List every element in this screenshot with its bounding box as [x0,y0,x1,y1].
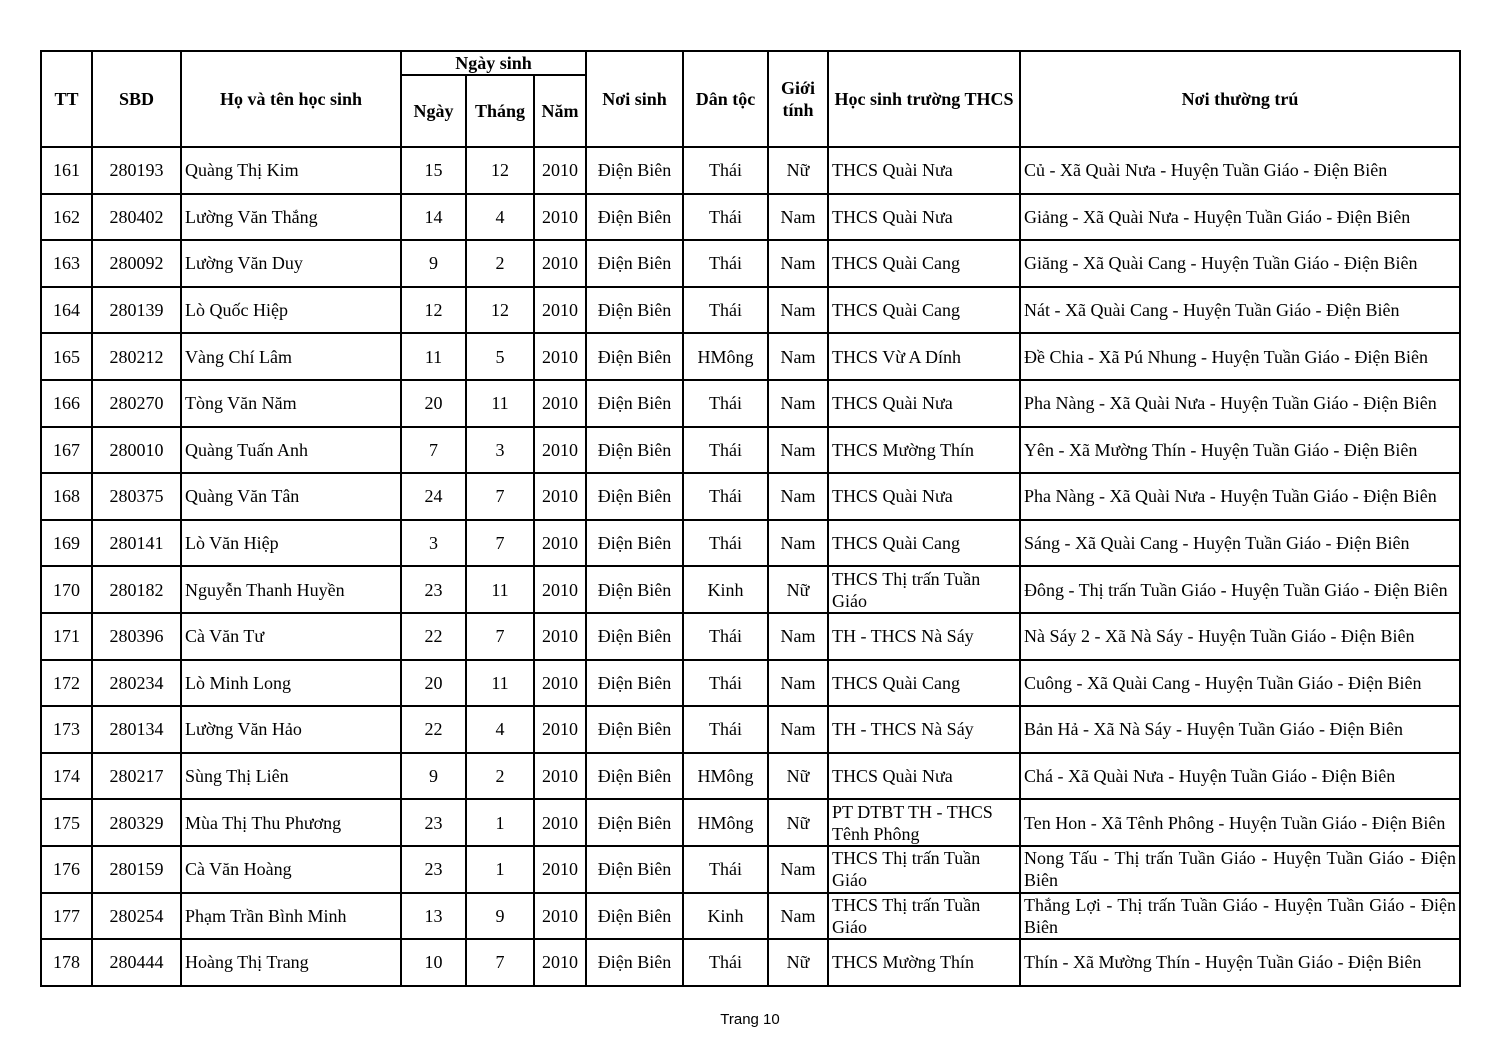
cell-birthplace: Điện Biên [586,194,683,241]
cell-tt: 170 [41,566,92,613]
cell-year: 2010 [534,287,586,334]
cell-residence: Pha Nàng - Xã Quài Nưa - Huyện Tuần Giáo - Điện Biên [1020,380,1460,427]
cell-ethnicity: HMông [683,753,768,800]
cell-sbd: 280182 [92,566,181,613]
cell-day: 3 [401,520,466,567]
cell-residence: Đông - Thị trấn Tuần Giáo - Huyện Tuần Giáo - Điện Biên [1020,566,1460,613]
cell-birthplace: Điện Biên [586,380,683,427]
header-residence: Nơi thường trú [1020,51,1460,147]
cell-ethnicity: Thái [683,660,768,707]
cell-residence: Ten Hon - Xã Tênh Phông - Huyện Tuần Giáo - Điện Biên [1020,799,1460,846]
cell-day: 23 [401,799,466,846]
cell-residence: Nong Tấu - Thị trấn Tuần Giáo - Huyện Tuần Giáo - Điện Biên [1020,846,1460,893]
cell-year: 2010 [534,706,586,753]
header-year: Năm [534,75,586,147]
cell-year: 2010 [534,893,586,940]
cell-gender: Nữ [768,939,828,986]
cell-ethnicity: Thái [683,473,768,520]
cell-gender: Nam [768,706,828,753]
cell-month: 2 [466,240,534,287]
cell-day: 9 [401,240,466,287]
cell-gender: Nữ [768,566,828,613]
header-name: Họ và tên học sinh [181,51,401,147]
table-row [41,799,1460,846]
cell-gender: Nữ [768,147,828,194]
cell-birthplace: Điện Biên [586,240,683,287]
cell-school: THCS Quài Nưa [828,473,1020,520]
cell-name: Lò Quốc Hiệp [181,287,401,334]
cell-name: Quàng Tuấn Anh [181,427,401,474]
cell-residence: Nát - Xã Quài Cang - Huyện Tuần Giáo - Điện Biên [1020,287,1460,334]
cell-name: Cà Văn Hoàng [181,846,401,893]
cell-name: Lường Văn Duy [181,240,401,287]
cell-name: Quàng Thị Kim [181,147,401,194]
cell-name: Vàng Chí Lâm [181,333,401,380]
cell-tt: 163 [41,240,92,287]
cell-day: 22 [401,613,466,660]
cell-ethnicity: Thái [683,194,768,241]
cell-residence: Giảng - Xã Quài Nưa - Huyện Tuần Giáo - Điện Biên [1020,194,1460,241]
cell-ethnicity: Kinh [683,566,768,613]
cell-tt: 161 [41,147,92,194]
header-school: Học sinh trường THCS [828,51,1020,147]
cell-school: TH - THCS Nà Sáy [828,706,1020,753]
cell-gender: Nữ [768,753,828,800]
header-month: Tháng [466,75,534,147]
cell-sbd: 280396 [92,613,181,660]
cell-residence: Bản Hả - Xã Nà Sáy - Huyện Tuần Giáo - Điện Biên [1020,706,1460,753]
table-header [41,51,1460,147]
cell-day: 11 [401,333,466,380]
cell-residence: Yên - Xã Mường Thín - Huyện Tuần Giáo - Điện Biên [1020,427,1460,474]
header-day: Ngày [401,75,466,147]
cell-school: THCS Quài Cang [828,520,1020,567]
cell-gender: Nữ [768,799,828,846]
cell-sbd: 280134 [92,706,181,753]
cell-sbd: 280375 [92,473,181,520]
cell-school: THCS Thị trấn Tuần Giáo [828,893,1020,940]
cell-residence: Pha Nàng - Xã Quài Nưa - Huyện Tuần Giáo - Điện Biên [1020,473,1460,520]
cell-year: 2010 [534,333,586,380]
cell-school: PT DTBT TH - THCS Tênh Phông [828,799,1020,846]
cell-year: 2010 [534,427,586,474]
cell-tt: 165 [41,333,92,380]
cell-day: 23 [401,566,466,613]
cell-day: 7 [401,427,466,474]
cell-birthplace: Điện Biên [586,520,683,567]
table-row [41,333,1460,380]
cell-name: Cà Văn Tư [181,613,401,660]
table-row [41,566,1460,613]
table-row [41,613,1460,660]
cell-sbd: 280254 [92,893,181,940]
cell-month: 1 [466,799,534,846]
cell-ethnicity: Thái [683,613,768,660]
cell-birthplace: Điện Biên [586,566,683,613]
cell-name: Nguyễn Thanh Huyền [181,566,401,613]
cell-sbd: 280402 [92,194,181,241]
cell-year: 2010 [534,660,586,707]
cell-year: 2010 [534,613,586,660]
cell-day: 23 [401,846,466,893]
cell-gender: Nam [768,427,828,474]
cell-month: 7 [466,473,534,520]
cell-school: THCS Quài Cang [828,240,1020,287]
cell-birthplace: Điện Biên [586,473,683,520]
table-row [41,147,1460,194]
cell-day: 15 [401,147,466,194]
cell-school: TH - THCS Nà Sáy [828,613,1020,660]
cell-month: 11 [466,380,534,427]
cell-school: THCS Thị trấn Tuần Giáo [828,846,1020,893]
table-row [41,939,1460,986]
cell-tt: 174 [41,753,92,800]
cell-day: 14 [401,194,466,241]
cell-ethnicity: Thái [683,939,768,986]
cell-ethnicity: Thái [683,846,768,893]
cell-birthplace: Điện Biên [586,333,683,380]
cell-school: THCS Quài Nưa [828,753,1020,800]
cell-birthplace: Điện Biên [586,147,683,194]
cell-day: 10 [401,939,466,986]
cell-residence: Củ - Xã Quài Nưa - Huyện Tuần Giáo - Điện Biên [1020,147,1460,194]
cell-school: THCS Mường Thín [828,939,1020,986]
cell-gender: Nam [768,194,828,241]
cell-birthplace: Điện Biên [586,613,683,660]
cell-sbd: 280329 [92,799,181,846]
cell-month: 4 [466,194,534,241]
cell-residence: Đề Chia - Xã Pú Nhung - Huyện Tuần Giáo - Điện Biên [1020,333,1460,380]
cell-gender: Nam [768,613,828,660]
cell-month: 11 [466,566,534,613]
cell-year: 2010 [534,939,586,986]
cell-sbd: 280234 [92,660,181,707]
cell-sbd: 280141 [92,520,181,567]
cell-day: 9 [401,753,466,800]
cell-tt: 162 [41,194,92,241]
cell-tt: 178 [41,939,92,986]
cell-sbd: 280159 [92,846,181,893]
table-row [41,753,1460,800]
cell-gender: Nam [768,287,828,334]
cell-tt: 173 [41,706,92,753]
cell-school: THCS Mường Thín [828,427,1020,474]
cell-name: Lò Minh Long [181,660,401,707]
cell-name: Lò Văn Hiệp [181,520,401,567]
cell-year: 2010 [534,753,586,800]
cell-residence: Nà Sáy 2 - Xã Nà Sáy - Huyện Tuần Giáo - Điện Biên [1020,613,1460,660]
header-dob: Ngày sinh [401,51,586,75]
cell-month: 5 [466,333,534,380]
cell-tt: 164 [41,287,92,334]
cell-name: Lường Văn Hảo [181,706,401,753]
cell-birthplace: Điện Biên [586,427,683,474]
cell-sbd: 280212 [92,333,181,380]
table-row [41,846,1460,893]
cell-name: Quàng Văn Tân [181,473,401,520]
cell-name: Sùng Thị Liên [181,753,401,800]
cell-month: 4 [466,706,534,753]
table-row [41,427,1460,474]
table-body [41,147,1460,986]
student-table [40,50,1461,987]
cell-day: 20 [401,660,466,707]
cell-day: 12 [401,287,466,334]
cell-sbd: 280139 [92,287,181,334]
cell-gender: Nam [768,240,828,287]
cell-name: Hoàng Thị Trang [181,939,401,986]
cell-year: 2010 [534,846,586,893]
table-row [41,520,1460,567]
cell-ethnicity: Kinh [683,893,768,940]
cell-month: 7 [466,520,534,567]
cell-year: 2010 [534,194,586,241]
cell-ethnicity: Thái [683,287,768,334]
cell-year: 2010 [534,473,586,520]
cell-school: THCS Quài Nưa [828,147,1020,194]
cell-birthplace: Điện Biên [586,893,683,940]
cell-ethnicity: HMông [683,799,768,846]
cell-day: 22 [401,706,466,753]
cell-month: 11 [466,660,534,707]
cell-gender: Nam [768,846,828,893]
cell-day: 24 [401,473,466,520]
table-row [41,893,1460,940]
cell-month: 7 [466,939,534,986]
cell-ethnicity: Thái [683,520,768,567]
cell-name: Tòng Văn Năm [181,380,401,427]
cell-school: THCS Quài Cang [828,287,1020,334]
cell-birthplace: Điện Biên [586,799,683,846]
cell-month: 3 [466,427,534,474]
cell-birthplace: Điện Biên [586,846,683,893]
cell-month: 2 [466,753,534,800]
cell-gender: Nam [768,473,828,520]
cell-residence: Giăng - Xã Quài Cang - Huyện Tuần Giáo - Điện Biên [1020,240,1460,287]
cell-birthplace: Điện Biên [586,287,683,334]
cell-residence: Thắng Lợi - Thị trấn Tuần Giáo - Huyện Tuần Giáo - Điện Biên [1020,893,1460,940]
cell-gender: Nam [768,893,828,940]
cell-year: 2010 [534,799,586,846]
cell-ethnicity: HMông [683,333,768,380]
page-number: Trang 10 [720,1011,780,1028]
table-row [41,380,1460,427]
cell-school: THCS Thị trấn Tuần Giáo [828,566,1020,613]
table-row [41,706,1460,753]
cell-sbd: 280010 [92,427,181,474]
header-gender: Giới tính [768,51,828,147]
cell-birthplace: Điện Biên [586,939,683,986]
cell-ethnicity: Thái [683,240,768,287]
cell-birthplace: Điện Biên [586,753,683,800]
cell-ethnicity: Thái [683,706,768,753]
cell-month: 1 [466,846,534,893]
cell-gender: Nam [768,380,828,427]
cell-year: 2010 [534,147,586,194]
table-row [41,287,1460,334]
cell-tt: 176 [41,846,92,893]
cell-residence: Thín - Xã Mường Thín - Huyện Tuần Giáo - Điện Biên [1020,939,1460,986]
cell-year: 2010 [534,520,586,567]
header-sbd: SBD [92,51,181,147]
table-row [41,660,1460,707]
cell-gender: Nam [768,660,828,707]
cell-tt: 172 [41,660,92,707]
cell-year: 2010 [534,240,586,287]
cell-school: THCS Vừ A Dính [828,333,1020,380]
cell-ethnicity: Thái [683,147,768,194]
table-row [41,194,1460,241]
cell-school: THCS Quài Nưa [828,380,1020,427]
cell-month: 12 [466,287,534,334]
cell-sbd: 280217 [92,753,181,800]
cell-month: 9 [466,893,534,940]
cell-year: 2010 [534,566,586,613]
cell-year: 2010 [534,380,586,427]
cell-birthplace: Điện Biên [586,706,683,753]
cell-ethnicity: Thái [683,380,768,427]
cell-sbd: 280092 [92,240,181,287]
header-birthplace: Nơi sinh [586,51,683,147]
cell-residence: Sáng - Xã Quài Cang - Huyện Tuần Giáo - Điện Biên [1020,520,1460,567]
cell-gender: Nam [768,520,828,567]
cell-birthplace: Điện Biên [586,660,683,707]
cell-tt: 169 [41,520,92,567]
cell-sbd: 280444 [92,939,181,986]
cell-school: THCS Quài Cang [828,660,1020,707]
cell-month: 7 [466,613,534,660]
cell-tt: 167 [41,427,92,474]
cell-month: 12 [466,147,534,194]
table-row [41,473,1460,520]
cell-name: Phạm Trần Bình Minh [181,893,401,940]
cell-gender: Nam [768,333,828,380]
cell-name: Mùa Thị Thu Phương [181,799,401,846]
header-ethnicity: Dân tộc [683,51,768,147]
cell-name: Lường Văn Thắng [181,194,401,241]
cell-tt: 177 [41,893,92,940]
cell-tt: 166 [41,380,92,427]
table-row [41,240,1460,287]
cell-day: 20 [401,380,466,427]
cell-residence: Chá - Xã Quài Nưa - Huyện Tuần Giáo - Điện Biên [1020,753,1460,800]
header-tt: TT [41,51,92,147]
cell-ethnicity: Thái [683,427,768,474]
cell-tt: 175 [41,799,92,846]
cell-sbd: 280193 [92,147,181,194]
cell-school: THCS Quài Nưa [828,194,1020,241]
cell-tt: 168 [41,473,92,520]
cell-day: 13 [401,893,466,940]
cell-tt: 171 [41,613,92,660]
cell-residence: Cuông - Xã Quài Cang - Huyện Tuần Giáo - Điện Biên [1020,660,1460,707]
cell-sbd: 280270 [92,380,181,427]
